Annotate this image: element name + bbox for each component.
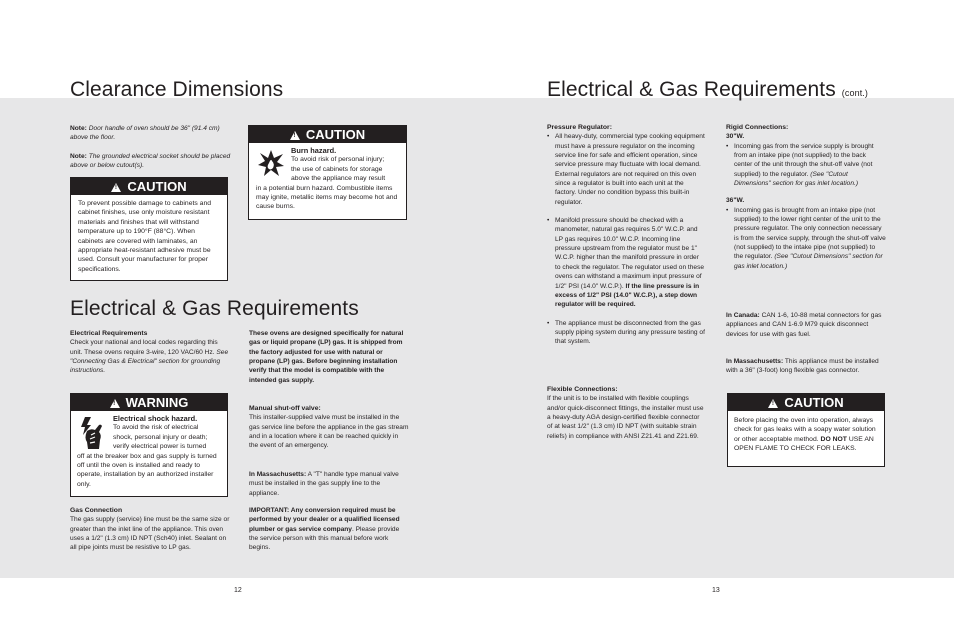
list-item: • Incoming gas is brought from an intake pipe (not supplied) to the lower right center of the unit to the pressure regulator. The only connection necessary is from the service supply, through the shut-off valve (not supplied) to the intake pipe (not supplied) to the regulator. (See "Cutout Dimensions" section for gas inlet location.)	[726, 206, 886, 271]
burn-text-rest: in a potential burn hazard. Combustible items may ignite, metallic items may become hot and cause burns.	[256, 184, 398, 211]
list-item: • All heavy-duty, commercial type cooking equipment must have a pressure regulator on the incoming service line for safe and efficient operation, since service pressure may fluctuate with local demand. External regulators are not required on this oven since a regulator is built into each unit at the factory. Under no condition bypass this built-in regulator.	[547, 132, 705, 207]
important-bold: IMPORTANT: Any conversion required must be performed by your dealer or a qualified licensed plumber or gas service company	[249, 507, 400, 533]
shutoff-valve-section	[249, 404, 409, 451]
electrical-shock-icon	[79, 417, 105, 449]
massachusetts-label: In Massachusetts:	[726, 358, 784, 365]
electrical-gas-requirements-title: Electrical & Gas Requirements	[70, 297, 359, 320]
shock-text-line-1: To avoid the risk of electrical	[113, 424, 199, 432]
width-30-label: 30"W.	[726, 133, 745, 141]
cont-label: (cont.)	[841, 88, 868, 98]
electrical-requirements-text: Check your national and local codes regarding this unit. These ovens require 3-wire, 120 VAC/60 Hz.	[70, 339, 218, 356]
electrical-requirements-italic: See "Connecting Gas & Electrical" section for grounding instructions.	[70, 348, 229, 375]
flexible-connections-text: If the unit is to be installed with flexible couplings and/or quick-disconnect fittings, the installer must use a heavy-duty AGA design-certified flexible connector of at least 1/2" (1.3 cm) ID NPT (with suitable strain reliefs) in compliance with ANSI Z21.41 and Z21.69.	[547, 395, 704, 440]
important-rest: . Please provide the service person with this manual before work begins.	[249, 525, 400, 552]
gas-connection-text: The gas supply (service) line must be the same size or greater than the inlet line of the appliance. This oven uses a 1/2" (1.3 cm) ID NPT (Sch40) inlet. Sealant on all pipe joints must be resistive to LP gas.	[70, 516, 230, 552]
pressure-regulator-heading: Pressure Regulator:	[547, 124, 612, 131]
note-label: Note:	[70, 153, 87, 160]
note-door-handle	[70, 124, 230, 143]
designed-for-text: These ovens are designed specifically for natural gas or liquid propane (LP) gas. It is shipped from the factory adjusted for use with natural or propane (LP) gas. Before beginning installation verify that the model is compatible with the intended gas supply.	[249, 330, 404, 384]
shock-text-line-2: shock, personal injury or death;	[113, 433, 208, 441]
caution-header: !CAUTION	[249, 126, 406, 143]
caution-header: !CAUTION	[71, 178, 227, 195]
burn-text-line-1: To avoid risk of personal injury;	[291, 156, 385, 164]
caution-header: !CAUTION	[728, 394, 884, 411]
burn-hazard-icon	[257, 149, 285, 177]
clearance-dimensions-title: Clearance Dimensions	[70, 78, 284, 101]
caution-text: Before placing the oven into operation, always check for gas leaks with a soapy water solution or other acceptable method. DO NOT USE AN OPEN FLAME TO CHECK FOR LEAKS.	[734, 417, 876, 453]
electrical-requirements-heading: Electrical Requirements	[70, 330, 148, 337]
important-section	[249, 506, 409, 553]
massachusetts-text: This appliance must be installed with a 36" (3-foot) long flexible gas connector.	[726, 358, 879, 375]
rigid-connections-section	[726, 123, 886, 271]
note-label: Note:	[70, 125, 87, 132]
electrical-gas-cont-title: Electrical & Gas Requirements (cont.)	[547, 78, 868, 101]
massachusetts-text: A "T" handle type manual valve must be installed in the gas supply line to the appliance.	[249, 471, 399, 497]
gas-connection-heading: Gas Connection	[70, 507, 123, 514]
note-text: Door handle of oven should be 36" (91.4 cm) above the floor.	[70, 125, 220, 142]
massachusetts-label: In Massachusetts:	[249, 471, 307, 478]
warning-triangle-icon	[111, 183, 121, 192]
warning-triangle-icon	[290, 131, 300, 140]
massachusetts-connector-section	[726, 357, 884, 376]
warning-header: !WARNING	[71, 394, 227, 411]
canada-text: CAN 1-6, 10-88 metal connectors for gas appliances and CAN 1-6.9 M79 quick disconnect devices for use with gas fuel.	[726, 312, 882, 338]
shutoff-valve-text: This installer-supplied valve must be installed in the gas service line before the appliance in the gas stream and in a location where it can be reached quickly in the event of an emergency.	[249, 414, 409, 450]
caution-text: To prevent possible damage to cabinets and cabinet finishes, use only moisture resistant materials and finishes that will withstand temperature up to 190°F (88°C). When cabinets are covered with laminates, an appropriate heat-resistant adhesive must be used. Consult your manufacturer for proper specifications.	[78, 200, 212, 273]
warning-box-electrical	[70, 393, 228, 497]
burn-text-line-2: the use of cabinets for storage	[291, 165, 383, 173]
caution-box-leaks	[727, 393, 885, 467]
shock-text-rest: off at the breaker box and gas supply is turned off until the oven is installed and ready to operate, installation by an authorized installer only.	[77, 452, 217, 488]
shock-text-line-3: verify electrical power is turned	[113, 443, 207, 451]
flexible-connections-heading: Flexible Connections:	[547, 386, 618, 393]
electrical-requirements-section	[70, 329, 230, 376]
designed-for-section	[249, 329, 409, 385]
shutoff-valve-heading: Manual shut-off valve:	[249, 405, 321, 412]
page-number-right: 13	[712, 587, 720, 594]
massachusetts-valve-section	[249, 470, 409, 498]
rigid-connections-heading: Rigid Connections:	[726, 124, 789, 131]
burn-text-line-3: above the appliance may result	[291, 175, 386, 183]
burn-hazard-heading: Burn hazard.	[291, 146, 337, 155]
note-socket	[70, 152, 232, 171]
warning-triangle-icon	[768, 399, 778, 408]
list-item: • Incoming gas from the service supply is brought from an intake pipe (not supplied) to the back center of the unit through the shut-off valve (not supplied) to the regulator. (See "Cutout Dimensions" section for gas inlet location.)	[726, 142, 886, 189]
note-text: The grounded electrical socket should be placed above or below cutout(s).	[70, 153, 231, 170]
list-item: • Manifold pressure should be checked with a manometer, natural gas requires 5.0" W.C.P. and LP gas requires 10.0" W.C.P. Incoming line pressure upstream from the regulator must be 1" W.C.P. higher than the manifold pressure in order to check the regulator. The regulator used on these ovens can withstand a maximum input pressure of 1/2" PSI (14.0" W.C.P.). If the line pressure is in excess of 1/2" PSI (14.0" W.C.P.), a step down regulator will be required.	[547, 216, 705, 309]
warning-triangle-icon	[110, 399, 120, 408]
page-number-left: 12	[234, 587, 242, 594]
width-36-label: 36"W.	[726, 197, 745, 205]
flexible-connections-section	[547, 385, 705, 441]
canada-label: In Canada:	[726, 312, 760, 319]
caution-box-cabinets	[70, 177, 228, 281]
gas-connection-section	[70, 506, 232, 553]
list-item: • The appliance must be disconnected from the gas supply piping system during any pressure testing of that system.	[547, 319, 705, 347]
canada-section	[726, 311, 884, 339]
shock-hazard-heading: Electrical shock hazard.	[113, 414, 198, 423]
pressure-regulator-section	[547, 123, 705, 347]
caution-box-burn	[248, 125, 407, 220]
